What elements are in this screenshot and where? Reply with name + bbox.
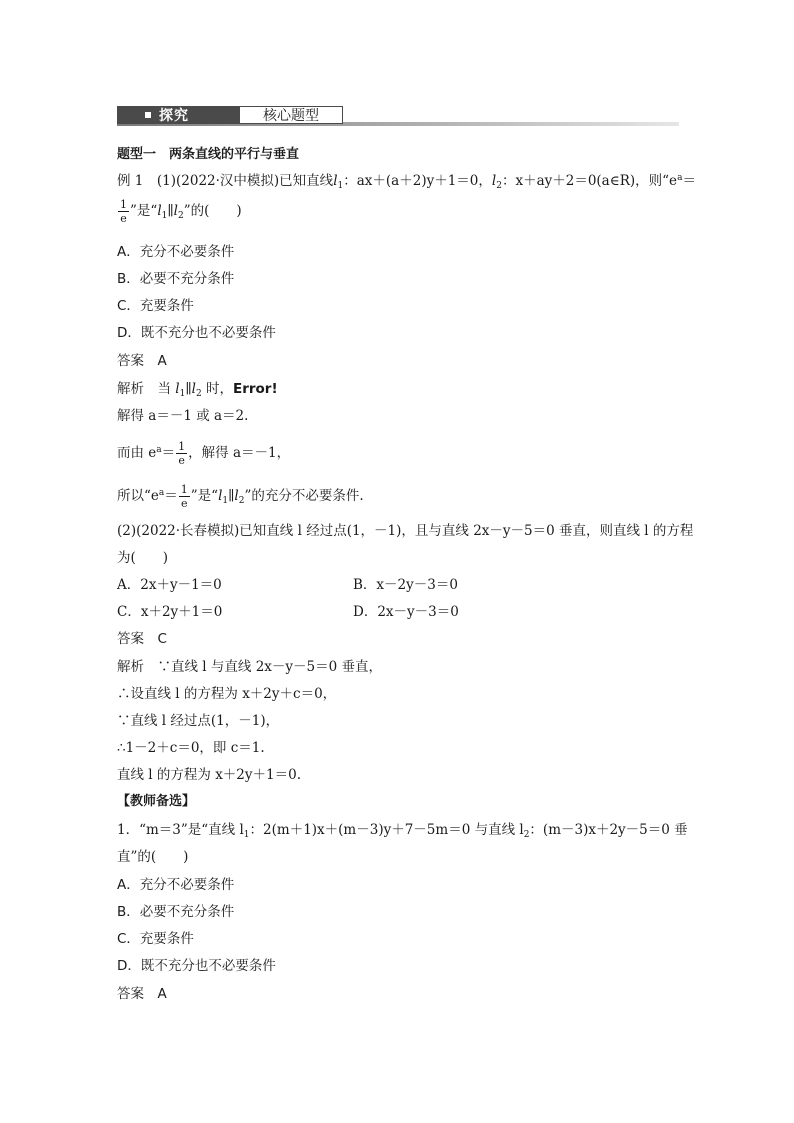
question-text: ：2(m＋1)x＋(m－3)y＋7－5m＝0 与直线 l xyxy=(249,822,524,838)
teacher-question-cont: 直”的( ) xyxy=(117,849,189,865)
option-d: D．2x－y－3＝0 xyxy=(353,604,459,620)
question-text: 1．“m＝3”是“直线 l xyxy=(117,822,244,838)
var-l: l xyxy=(218,488,223,504)
analysis-line-4 xyxy=(117,483,364,510)
sub-1: 1 xyxy=(161,211,168,221)
parallel-sign: ∥ xyxy=(185,381,192,397)
fraction-1-over-e xyxy=(176,440,187,467)
analysis-text: 所以“e xyxy=(117,488,159,504)
var-l: l xyxy=(234,488,239,504)
sub-2: 2 xyxy=(238,496,245,506)
sub-2: 2 xyxy=(496,181,502,191)
sub-2: 2 xyxy=(177,211,184,221)
analysis-text: 时， xyxy=(201,381,233,397)
analysis-text: ”是“ xyxy=(190,488,219,504)
option-a: A．2x＋y－1＝0 xyxy=(117,577,222,593)
answer-2: 答案 C xyxy=(117,631,167,647)
error-text: Error! xyxy=(232,381,278,397)
sub-1: 1 xyxy=(222,496,229,506)
fraction-1-over-e xyxy=(179,483,190,510)
equals-sign: ＝ xyxy=(161,445,176,461)
section-header xyxy=(117,106,679,128)
fraction-1-over-e xyxy=(118,198,129,225)
section-tag xyxy=(117,106,239,124)
line2-equation: ：x＋ay＋2＝0(a∈R)，则“e xyxy=(501,173,678,189)
analysis2-line-5: 直线 l 的方程为 x＋2y＋1＝0. xyxy=(117,767,301,783)
option-d: D．既不充分也不必要条件 xyxy=(117,325,276,341)
sub-1: 1 xyxy=(337,181,344,191)
var-l: l xyxy=(173,203,178,219)
example1-prefix: 例 1 (1)(2022·汉中模拟)已知直线 xyxy=(117,173,334,189)
option-c: C．充要条件 xyxy=(117,298,194,314)
analysis2-line-3: ∵直线 l 经过点(1，－1)， xyxy=(117,713,280,729)
option-a: A．充分不必要条件 xyxy=(117,877,235,893)
option-c: C．充要条件 xyxy=(117,931,194,947)
analysis-text: 当 xyxy=(144,381,176,397)
var-l: l xyxy=(491,173,497,189)
sub-2: 2 xyxy=(195,389,202,399)
option-a: A．充分不必要条件 xyxy=(117,244,235,260)
answer-3: 答案 A xyxy=(117,986,167,1002)
example2-stem-cont: 为( ) xyxy=(117,550,169,566)
var-l: l xyxy=(333,173,338,189)
bullet-icon xyxy=(145,112,151,118)
frac-num: 1 xyxy=(178,440,186,453)
question-text: ：(m－3)x＋2y－5＝0 垂 xyxy=(529,822,688,838)
option-d: D．既不充分也不必要条件 xyxy=(117,958,276,974)
analysis-line-2: 解得 a＝－1 或 a＝2. xyxy=(117,408,249,424)
sub-1: 1 xyxy=(179,389,186,399)
option-b: B．必要不充分条件 xyxy=(117,904,235,920)
sub-1: 1 xyxy=(243,830,250,840)
exp-a: a xyxy=(677,173,683,183)
exp-a: a xyxy=(156,445,162,455)
analysis2-line-1: 解析 ∵直线 l 与直线 2x－y－5＝0 垂直， xyxy=(117,659,382,675)
analysis2-line-4: ∴1－2＋c＝0，即 c＝1. xyxy=(117,740,265,756)
section-tag-text: 探究 xyxy=(159,108,189,124)
parallel-sign: ∥ xyxy=(228,488,235,504)
exp-a: a xyxy=(158,488,165,498)
section-title: 核心题型 xyxy=(239,106,343,124)
analysis2-line-2: ∴设直线 l 的方程为 x＋2y＋c＝0， xyxy=(117,686,337,702)
parallel-sign: ∥ xyxy=(167,203,174,219)
teacher-question xyxy=(117,821,688,839)
analysis-text: ”的充分不必要条件. xyxy=(244,488,364,504)
equals-sign: ＝ xyxy=(164,488,178,504)
question-type-title: 题型一 两条直线的平行与垂直 xyxy=(117,147,300,162)
option-b: B．x－2y－3＝0 xyxy=(353,577,458,593)
var-l: l xyxy=(157,203,162,219)
answer-1: 答案 A xyxy=(117,353,167,369)
frac-den: e xyxy=(178,454,185,467)
frac-den: e xyxy=(181,497,188,510)
analysis-line-1 xyxy=(117,380,278,398)
analysis-text: ，解得 a＝－1， xyxy=(188,445,291,461)
frac-num: 1 xyxy=(120,198,127,211)
frac-num: 1 xyxy=(180,483,188,496)
option-c: C．x＋2y＋1＝0 xyxy=(117,604,223,620)
example2-stem: (2)(2022·长春模拟)已知直线 l 经过点(1，－1)，且与直线 2x－y－5＝0 垂直，则直线 l 的方程 xyxy=(117,523,694,539)
analysis-line-3 xyxy=(117,440,290,467)
line1-equation: ：ax＋(a＋2)y＋1＝0， xyxy=(343,173,492,189)
cond-text: ”是“ xyxy=(130,203,158,219)
frac-den: e xyxy=(120,212,127,225)
analysis-label: 解析 xyxy=(117,381,144,397)
cond-tail: ”的( ) xyxy=(183,203,242,219)
example1-stem-cont xyxy=(117,198,242,225)
var-l: l xyxy=(191,381,196,397)
sub-2: 2 xyxy=(523,830,530,840)
analysis-text: 而由 e xyxy=(117,445,157,461)
var-l: l xyxy=(175,381,180,397)
example1-stem xyxy=(117,172,696,190)
equals-sign: ＝ xyxy=(682,173,696,189)
option-b: B．必要不充分条件 xyxy=(117,271,235,287)
teacher-label: 【教师备选】 xyxy=(117,794,196,809)
